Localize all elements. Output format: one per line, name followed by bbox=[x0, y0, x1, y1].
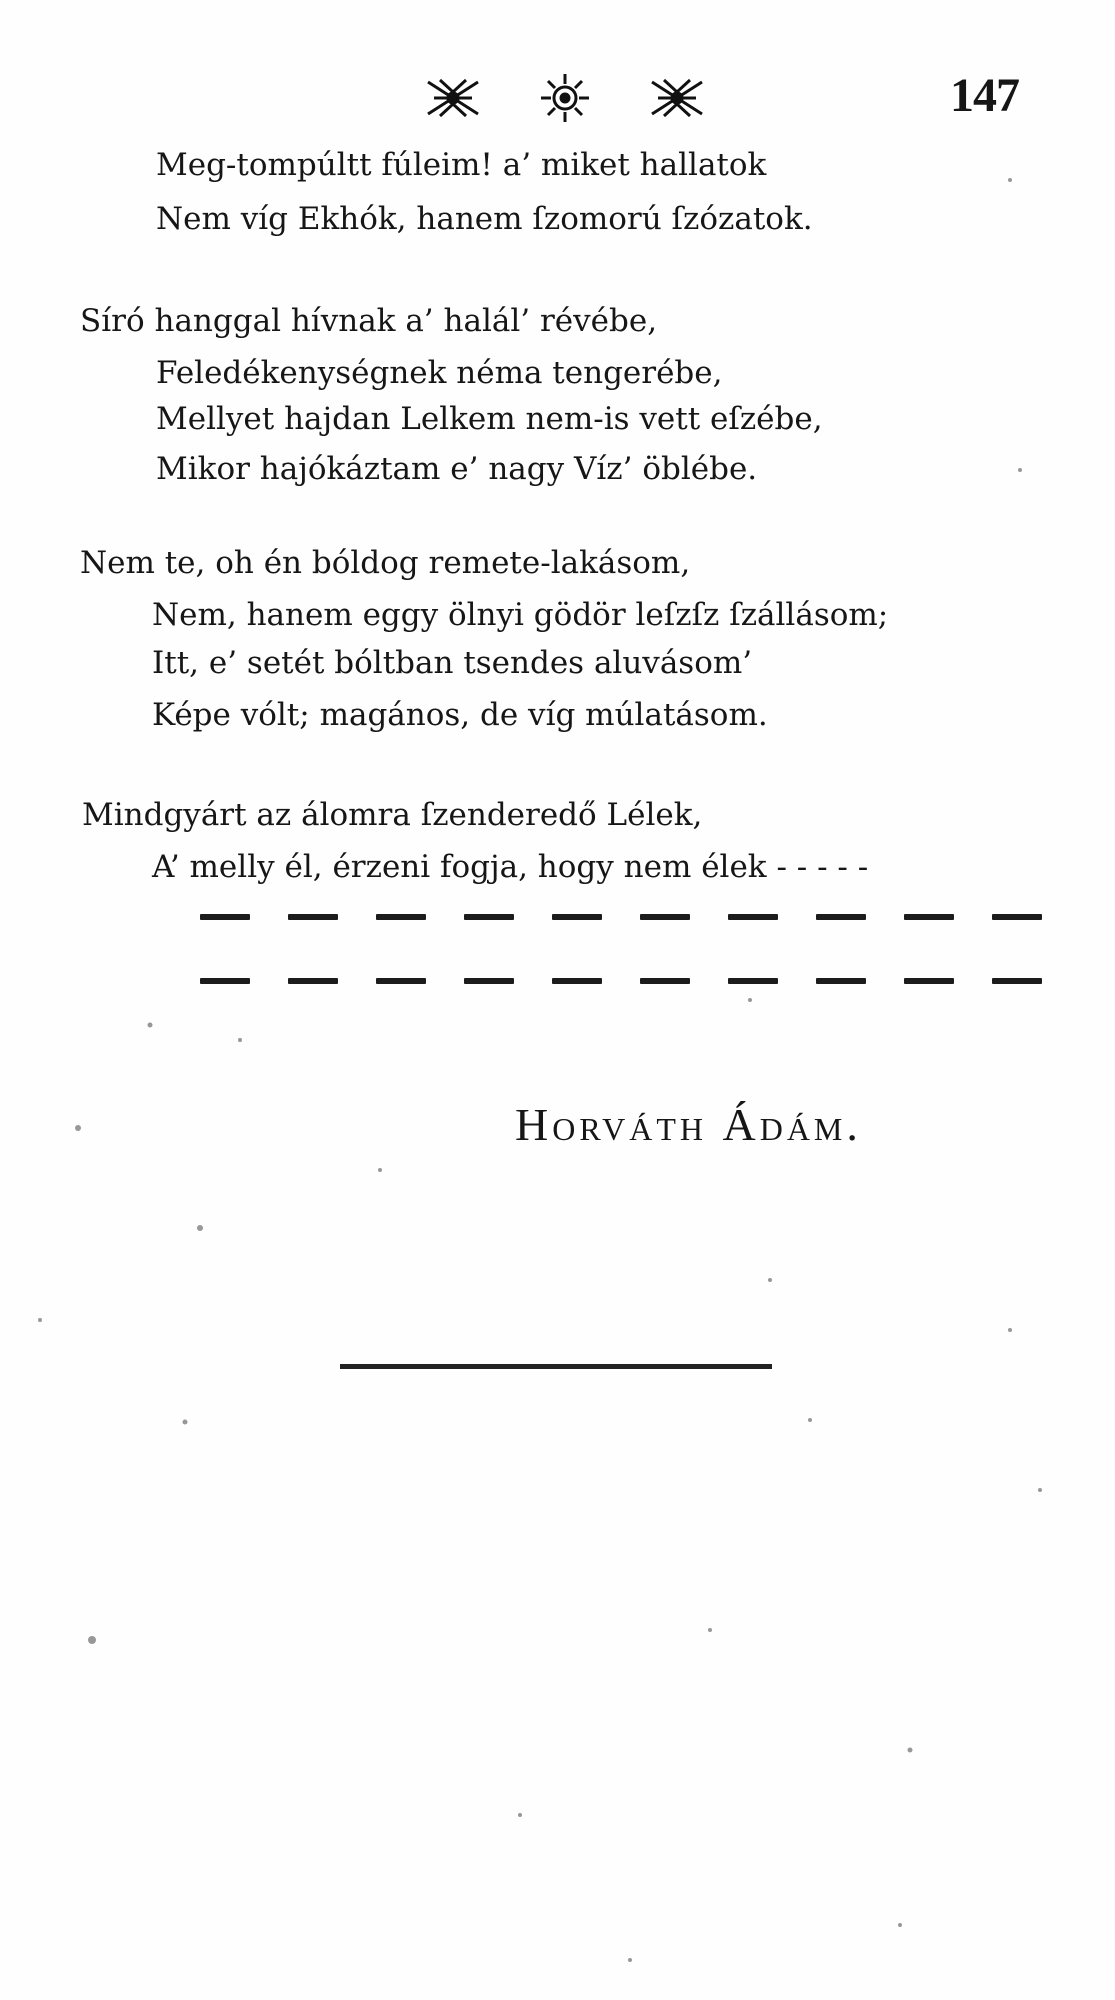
verse-line: Nem te, oh én bóldog remete-lakásom, bbox=[80, 545, 691, 581]
verse-line: Itt, e’ setét bóltban tsendes aluvásom’ bbox=[152, 645, 753, 681]
verse-line: Mindgyárt az álomra ſzenderedő Lélek, bbox=[82, 797, 703, 833]
verse-line: Nem, hanem eggy ölnyi gödör leſzſz ſzállásom; bbox=[152, 597, 889, 633]
verse-line: Nem víg Ekhók, hanem ſzomorú ſzózatok. bbox=[156, 201, 813, 237]
verse-line: Meg-tompúltt fúleim! a’ miket hallatok bbox=[156, 147, 767, 183]
verse-line: Síró hanggal hívnak a’ halál’ révébe, bbox=[80, 303, 658, 339]
verse-line: Mikor hajókáztam e’ nagy Víz’ öblébe. bbox=[156, 451, 758, 487]
verse-line: Képe vólt; magános, de víg múlatásom. bbox=[152, 697, 768, 733]
verse-line: Feledékenységnek néma tengerébe, bbox=[156, 355, 723, 391]
page-number: 147 bbox=[950, 69, 1019, 122]
author-signature: Horváth Ádám. bbox=[515, 1099, 862, 1150]
verse-line: Mellyet hajdan Lelkem nem-is vett eſzébe, bbox=[156, 401, 823, 437]
verse-line: A’ melly él, érzeni fogja, hogy nem élek - - - - - bbox=[152, 849, 869, 885]
